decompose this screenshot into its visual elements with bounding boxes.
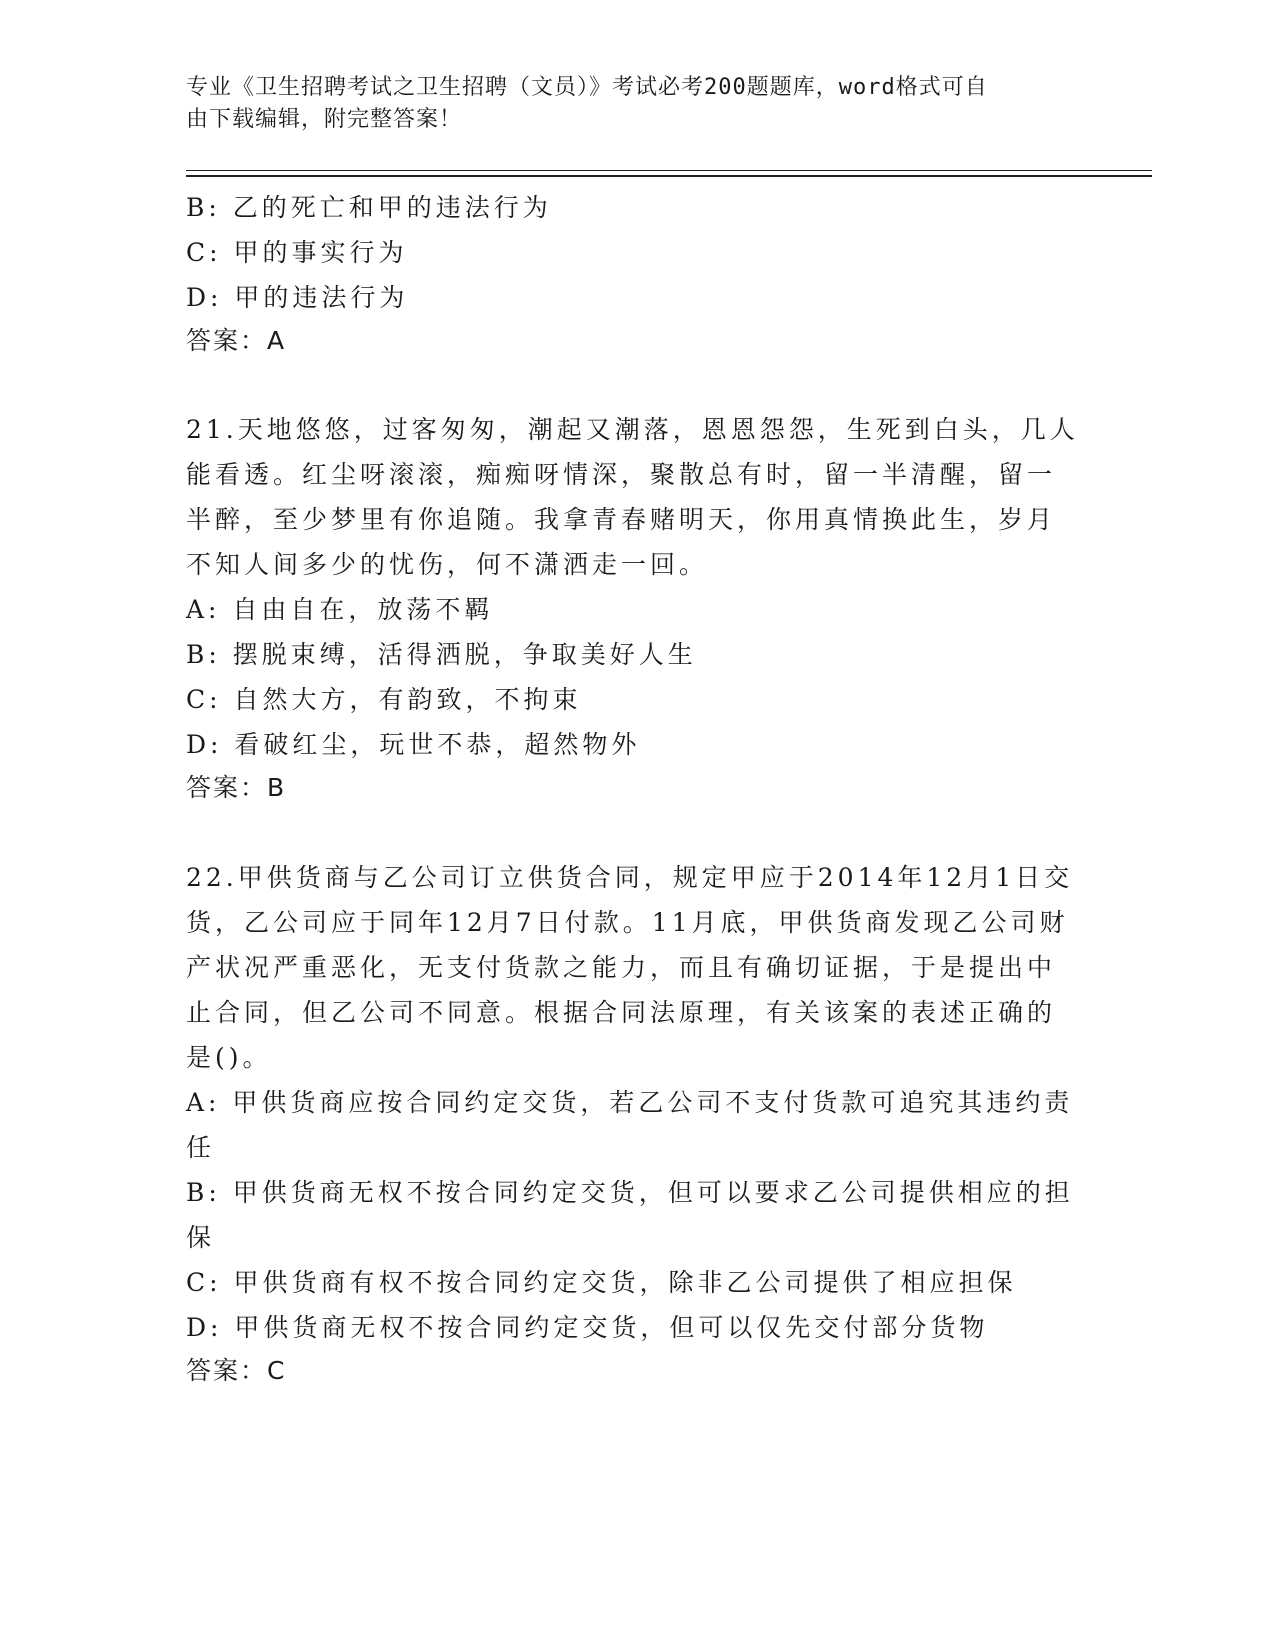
q21-text-line-1: 21.天地悠悠，过客匆匆，潮起又潮落，恩恩怨怨，生死到白头，几人 <box>186 415 1079 444</box>
q21-text-line-4: 不知人间多少的忧伤，何不潇洒走一回。 <box>186 550 709 579</box>
q22-text-line-5: 是()。 <box>186 1043 272 1072</box>
q22-option-b-line-1: B: 甲供货商无权不按合同约定交货，但可以要求乙公司提供相应的担 <box>186 1178 1074 1207</box>
q20-option-b: B: 乙的死亡和甲的违法行为 <box>186 193 552 222</box>
q22-option-b-line-2: 保 <box>186 1223 216 1252</box>
q21-answer: 答案：B <box>186 773 287 802</box>
header-line-2: 由下载编辑，附完整答案！ <box>186 107 463 132</box>
q22-text-line-3: 产状况严重恶化，无支付货款之能力，而且有确切证据，于是提出中 <box>186 953 1057 982</box>
header-rule-thick <box>186 175 1152 177</box>
q20-option-d: D: 甲的违法行为 <box>186 283 409 312</box>
q21-option-d: D: 看破红尘，玩世不恭，超然物外 <box>186 730 641 759</box>
q20-answer: 答案：A <box>186 326 287 355</box>
q21-text-line-2: 能看透。红尘呀滚滚，痴痴呀情深，聚散总有时，留一半清醒，留一 <box>186 460 1057 489</box>
q22-text-line-2: 货，乙公司应于同年12月7日付款。11月底，甲供货商发现乙公司财 <box>186 908 1069 937</box>
q22-answer: 答案：C <box>186 1356 287 1385</box>
q21-text-line-3: 半醉，至少梦里有你追随。我拿青春赌明天，你用真情换此生，岁月 <box>186 505 1057 534</box>
q20-option-c: C: 甲的事实行为 <box>186 238 408 267</box>
document-header <box>186 72 1066 136</box>
q22-option-a-line-2: 任 <box>186 1133 216 1162</box>
q22-text-line-4: 止合同，但乙公司不同意。根据合同法原理，有关该案的表述正确的 <box>186 998 1057 1027</box>
q22-option-a-line-1: A: 甲供货商应按合同约定交货，若乙公司不支付货款可追究其违约责 <box>186 1088 1074 1117</box>
header-line-1: 专业《卫生招聘考试之卫生招聘（文员）》考试必考200题题库，word格式可自 <box>186 75 988 100</box>
q21-option-c: C: 自然大方，有韵致，不拘束 <box>186 685 582 714</box>
q22-option-d: D: 甲供货商无权不按合同约定交货，但可以仅先交付部分货物 <box>186 1313 989 1342</box>
q21-option-b: B: 摆脱束缚，活得洒脱，争取美好人生 <box>186 640 697 669</box>
q22-option-c: C: 甲供货商有权不按合同约定交货，除非乙公司提供了相应担保 <box>186 1268 1017 1297</box>
q22-text-line-1: 22.甲供货商与乙公司订立供货合同，规定甲应于2014年12月1日交 <box>186 863 1074 892</box>
q21-option-a: A: 自由自在，放荡不羁 <box>186 595 494 624</box>
header-rule-thin <box>186 170 1152 171</box>
